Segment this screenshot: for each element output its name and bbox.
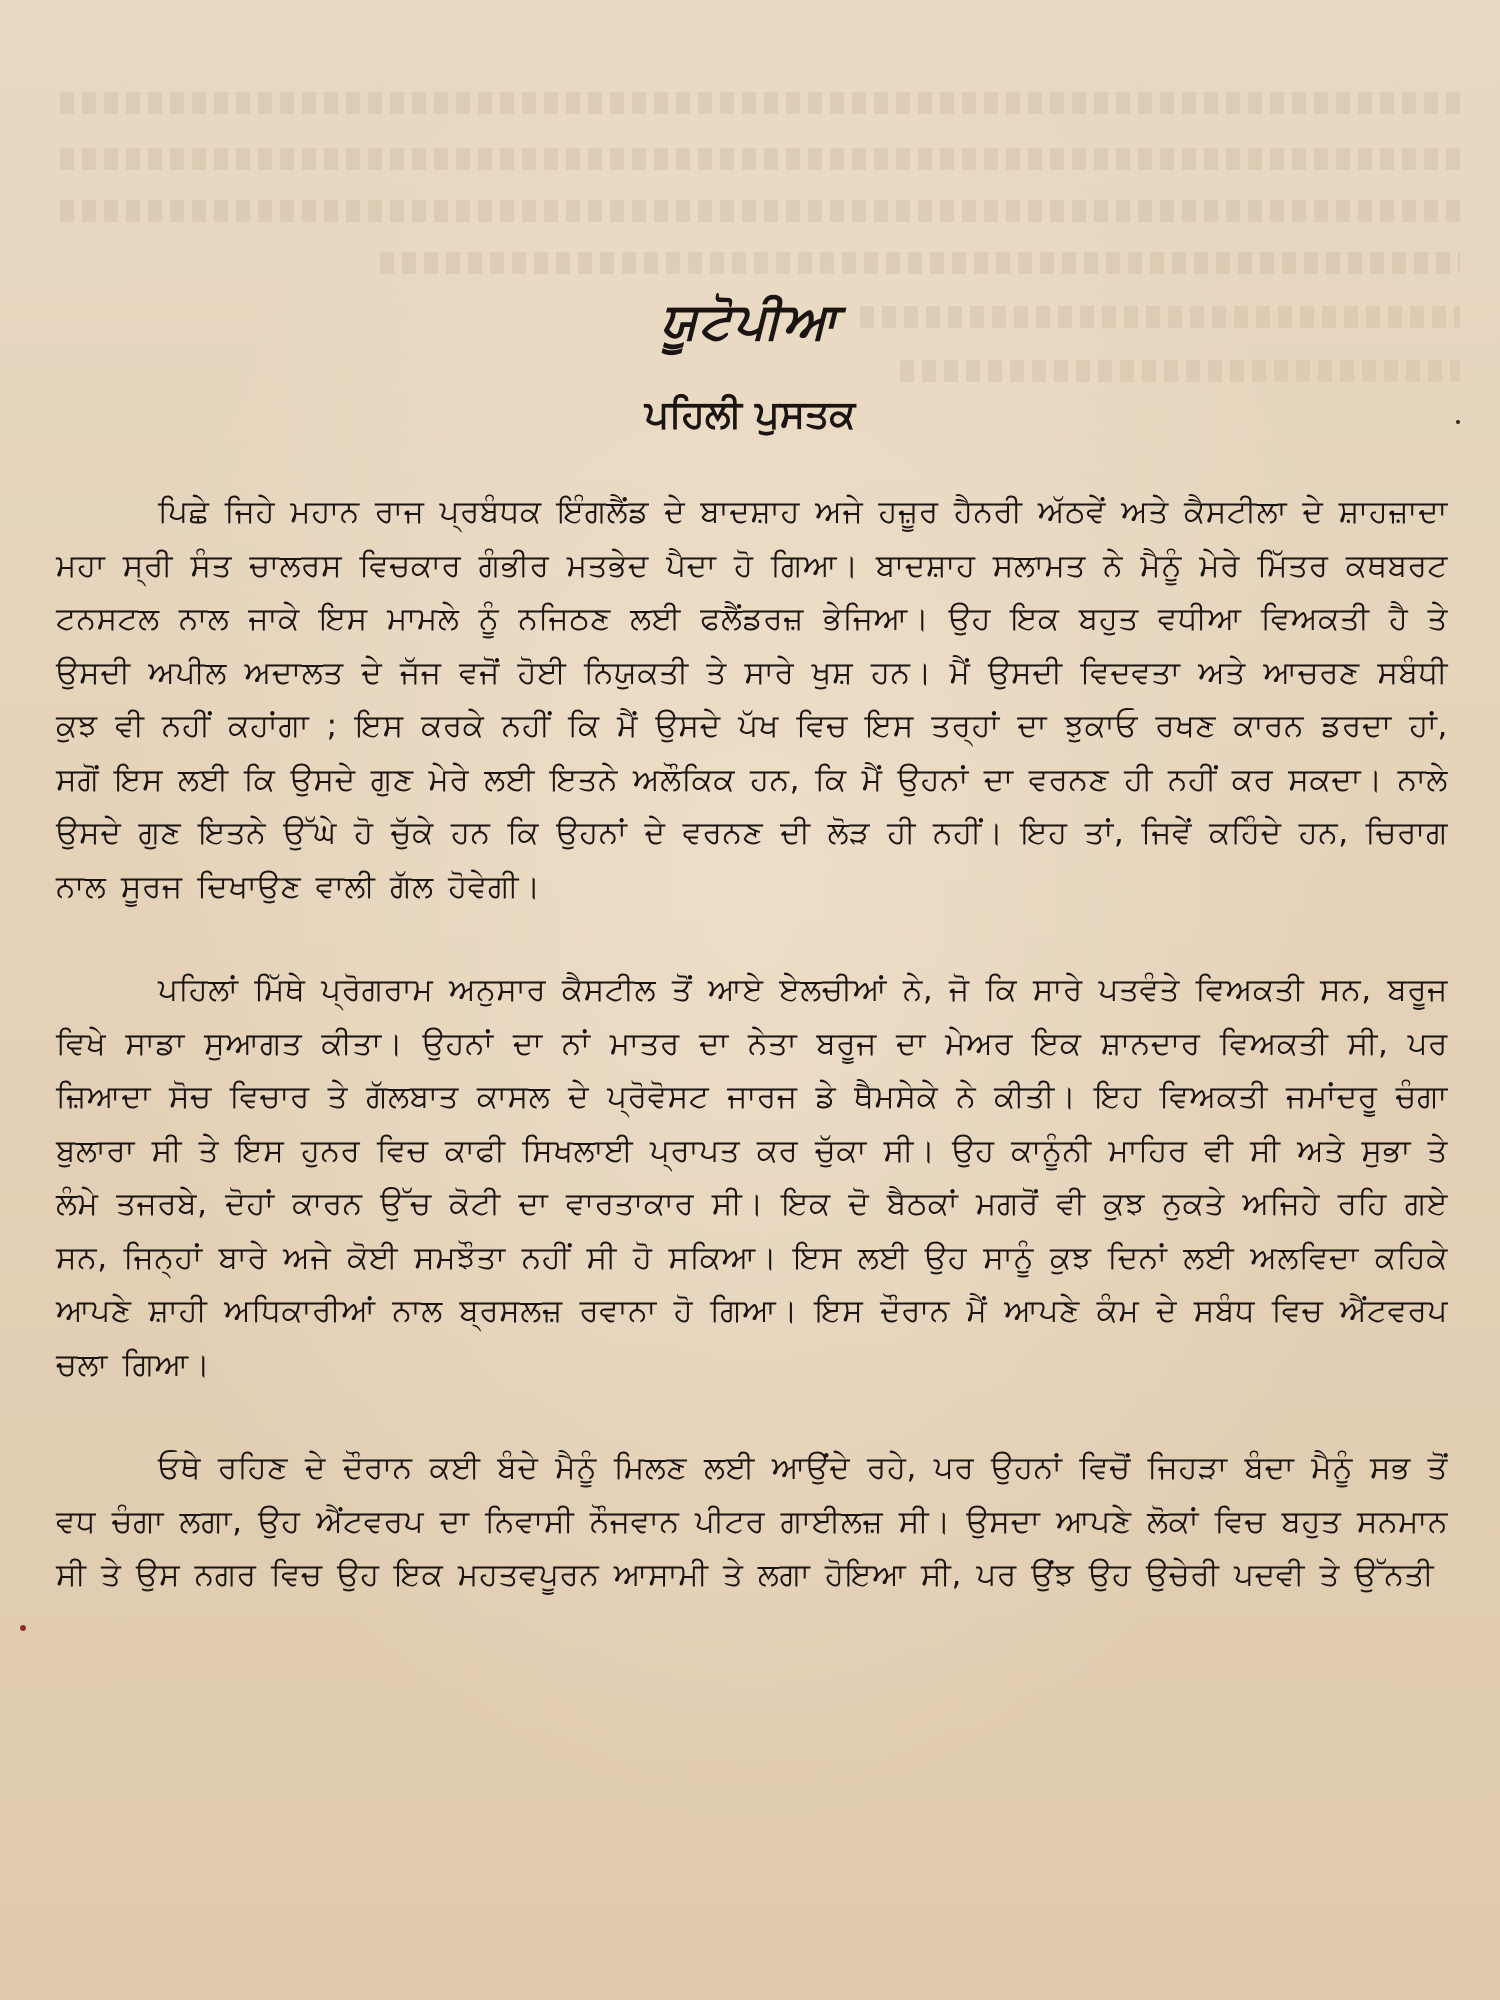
paragraph-1: ਪਿਛੇ ਜਿਹੇ ਮਹਾਨ ਰਾਜ ਪ੍ਰਬੰਧਕ ਇੰਗਲੈਂਡ ਦੇ ਬਾਦਸ਼ਾਹ ਅਜੇ ਹਜ਼ੂਰ ਹੈਨਰੀ ਅੱਠਵੇਂ ਅਤੇ ਕੈਸਟੀਲਾ ਦੇ ਸ਼ਾਹਜ਼ਾਦਾ ਮਹਾ ਸ੍ਰੀ ਸੰਤ ਚਾਲਰਸ ਵਿਚਕਾਰ ਗੰਭੀਰ ਮਤਭੇਦ ਪੈਦਾ ਹੋ ਗਿਆ। ਬਾਦਸ਼ਾਹ ਸਲਾਮਤ ਨੇ ਮੈਨੂੰ ਮੇਰੇ ਮਿੱਤਰ ਕਥਬਰਟ ਟਨਸਟਲ ਨਾਲ ਜਾਕੇ ਇਸ ਮਾਮਲੇ ਨੂੰ ਨਜਿਠਣ ਲਈ ਫਲੈਂਡਰਜ਼ ਭੇਜਿਆ। ਉਹ ਇਕ ਬਹੁਤ ਵਧੀਆ ਵਿਅਕਤੀ ਹੈ ਤੇ ਉਸਦੀ ਅਪੀਲ ਅਦਾਲਤ ਦੇ ਜੱਜ ਵਜੋਂ ਹੋਈ ਨਿਯੁਕਤੀ ਤੇ ਸਾਰੇ ਖੁਸ਼ ਹਨ। ਮੈਂ ਉਸਦੀ ਵਿਦਵਤਾ ਅਤੇ ਆਚਰਣ ਸਬੰਧੀ ਕੁਝ ਵੀ ਨਹੀਂ ਕਹਾਂਗਾ ; ਇਸ ਕਰਕੇ ਨਹੀਂ ਕਿ ਮੈਂ ਉਸਦੇ ਪੱਖ ਵਿਚ ਇਸ ਤਰ੍ਹਾਂ ਦਾ ਝੁਕਾਓ ਰਖਣ ਕਾਰਨ ਡਰਦਾ ਹਾਂ, ਸਗੋਂ ਇਸ ਲਈ ਕਿ ਉਸਦੇ ਗੁਣ ਮੇਰੇ ਲਈ ਇਤਨੇ ਅਲੌਕਿਕ ਹਨ, ਕਿ ਮੈਂ ਉਹਨਾਂ ਦਾ ਵਰਨਣ ਹੀ ਨਹੀਂ ਕਰ ਸਕਦਾ। ਨਾਲੇ ਉਸਦੇ ਗੁਣ ਇਤਨੇ ਉੱਘੇ ਹੋ ਚੁੱਕੇ ਹਨ ਕਿ ਉਹਨਾਂ ਦੇ ਵਰਨਣ ਦੀ ਲੋੜ ਹੀ ਨਹੀਂ। ਇਹ ਤਾਂ, ਜਿਵੇਂ ਕਹਿੰਦੇ ਹਨ, ਚਿਰਾਗ ਨਾਲ ਸੂਰਜ ਦਿਖਾਉਣ ਵਾਲੀ ਗੱਲ ਹੋਵੇਗੀ। <box>56 494 1448 905</box>
bleed-through-line <box>900 360 1460 382</box>
bleed-through-line <box>380 252 1460 274</box>
ink-mark <box>20 1625 26 1631</box>
book-title: ਯੂਟੋਪੀਆ <box>660 292 840 350</box>
part-title: ਪਹਿਲੀ ਪੁਸਤਕ <box>644 392 856 436</box>
bleed-through-line <box>60 200 1460 222</box>
bleed-through-line <box>60 92 1460 114</box>
speck-mark <box>1456 420 1460 424</box>
paragraph-3: ਓਥੇ ਰਹਿਣ ਦੇ ਦੌਰਾਨ ਕਈ ਬੰਦੇ ਮੈਨੂੰ ਮਿਲਣ ਲਈ ਆਉਂਦੇ ਰਹੇ, ਪਰ ਉਹਨਾਂ ਵਿਚੋਂ ਜਿਹੜਾ ਬੰਦਾ ਮੈਨੂੰ ਸਭ ਤੋਂ ਵਧ ਚੰਗਾ ਲਗਾ, ਉਹ ਐਂਟਵਰਪ ਦਾ ਨਿਵਾਸੀ ਨੌਜਵਾਨ ਪੀਟਰ ਗਾਈਲਜ਼ ਸੀ। ਉਸਦਾ ਆਪਣੇ ਲੋਕਾਂ ਵਿਚ ਬਹੁਤ ਸਨਮਾਨ ਸੀ ਤੇ ਉਸ ਨਗਰ ਵਿਚ ਉਹ ਇਕ ਮਹਤਵਪੂਰਨ ਆਸਾਮੀ ਤੇ ਲਗਾ ਹੋਇਆ ਸੀ, ਪਰ ਉਂਝ ਉਹ ਉਚੇਰੀ ਪਦਵੀ ਤੇ ਉੱਨਤੀ <box>56 1450 1448 1593</box>
bleed-through-line <box>60 148 1460 170</box>
paragraph-2: ਪਹਿਲਾਂ ਮਿੱਥੇ ਪ੍ਰੋਗਰਾਮ ਅਨੁਸਾਰ ਕੈਸਟੀਲ ਤੋਂ ਆਏ ਏਲਚੀਆਂ ਨੇ, ਜੋ ਕਿ ਸਾਰੇ ਪਤਵੰਤੇ ਵਿਅਕਤੀ ਸਨ, ਬਰੂਜ ਵਿਖੇ ਸਾਡਾ ਸੁਆਗਤ ਕੀਤਾ। ਉਹਨਾਂ ਦਾ ਨਾਂ ਮਾਤਰ ਦਾ ਨੇਤਾ ਬਰੂਜ ਦਾ ਮੇਅਰ ਇਕ ਸ਼ਾਨਦਾਰ ਵਿਅਕਤੀ ਸੀ, ਪਰ ਜ਼ਿਆਦਾ ਸੋਚ ਵਿਚਾਰ ਤੇ ਗੱਲਬਾਤ ਕਾਸਲ ਦੇ ਪ੍ਰੋਵੋਸਟ ਜਾਰਜ ਡੇ ਥੈਮਸੇਕੇ ਨੇ ਕੀਤੀ। ਇਹ ਵਿਅਕਤੀ ਜਮਾਂਦਰੂ ਚੰਗਾ ਬੁਲਾਰਾ ਸੀ ਤੇ ਇਸ ਹੁਨਰ ਵਿਚ ਕਾਫੀ ਸਿਖਲਾਈ ਪ੍ਰਾਪਤ ਕਰ ਚੁੱਕਾ ਸੀ। ਉਹ ਕਾਨੂੰਨੀ ਮਾਹਿਰ ਵੀ ਸੀ ਅਤੇ ਸੁਭਾ ਤੇ ਲੰਮੇ ਤਜਰਬੇ, ਦੋਹਾਂ ਕਾਰਨ ਉੱਚ ਕੋਟੀ ਦਾ ਵਾਰਤਾਕਾਰ ਸੀ। ਇਕ ਦੋ ਬੈਠਕਾਂ ਮਗਰੋਂ ਵੀ ਕੁਝ ਨੁਕਤੇ ਅਜਿਹੇ ਰਹਿ ਗਏ ਸਨ, ਜਿਨ੍ਹਾਂ ਬਾਰੇ ਅਜੇ ਕੋਈ ਸਮਝੌਤਾ ਨਹੀਂ ਸੀ ਹੋ ਸਕਿਆ। ਇਸ ਲਈ ਉਹ ਸਾਨੂੰ ਕੁਝ ਦਿਨਾਂ ਲਈ ਅਲਵਿਦਾ ਕਹਿਕੇ ਆਪਣੇ ਸ਼ਾਹੀ ਅਧਿਕਾਰੀਆਂ ਨਾਲ ਬ੍ਰਸਲਜ਼ ਰਵਾਨਾ ਹੋ ਗਿਆ। ਇਸ ਦੌਰਾਨ ਮੈਂ ਆਪਣੇ ਕੰਮ ਦੇ ਸਬੰਧ ਵਿਚ ਐਂਟਵਰਪ ਚਲਾ ਗਿਆ। <box>56 972 1448 1383</box>
body-text <box>56 486 1448 1603</box>
